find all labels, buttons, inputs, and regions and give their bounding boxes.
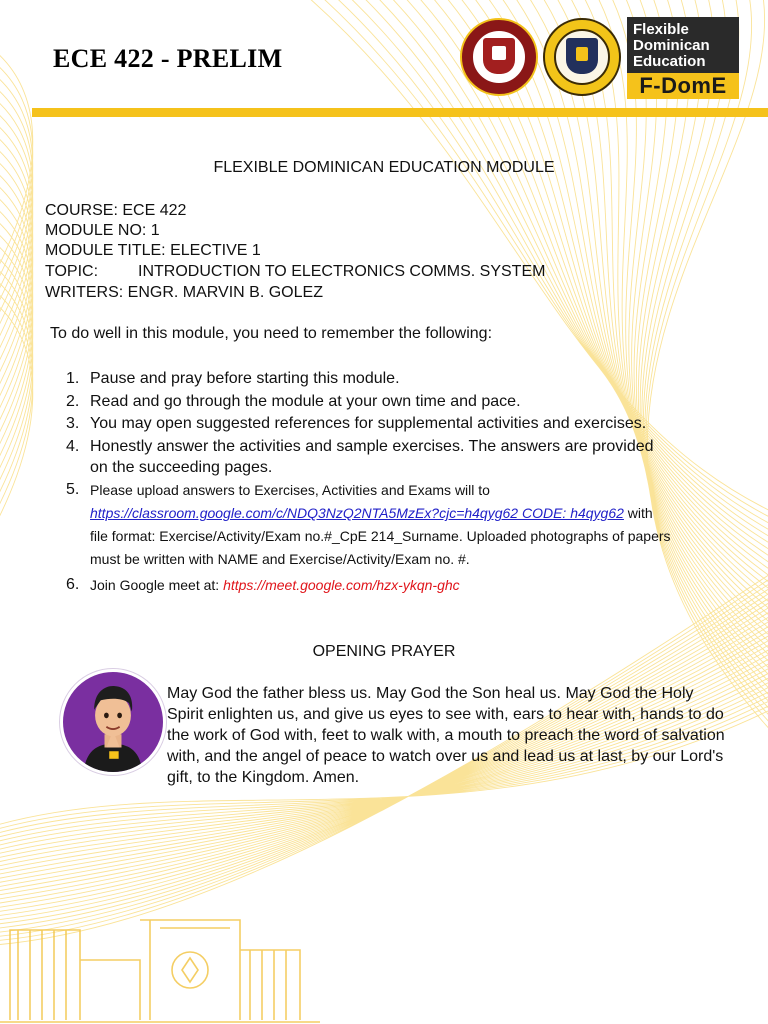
logo-mark: F-DomE: [627, 73, 739, 99]
module-heading: FLEXIBLE DOMINICAN EDUCATION MODULE: [213, 159, 555, 176]
list-number: 3.: [66, 415, 80, 432]
list-text-continued: on the succeeding pages.: [90, 459, 273, 476]
topic-line: [45, 262, 545, 282]
list-number: 6.: [66, 576, 80, 593]
list-number: 4.: [66, 438, 80, 455]
logo-text-line: Flexible: [633, 21, 689, 38]
prayer-heading: OPENING PRAYER: [312, 643, 456, 660]
list-number: 2.: [66, 393, 80, 410]
university-seal-icon: [543, 18, 621, 96]
google-meet-link[interactable]: https://meet.google.com/hzx-ykqn-ghc: [223, 577, 460, 593]
naming-rule-text: must be written with NAME and Exercise/Activity/Exam no. #.: [90, 551, 470, 567]
header-divider: [32, 108, 768, 117]
logo-text-line: Education: [633, 53, 706, 70]
list-text: Join Google meet at:: [90, 577, 220, 593]
intro-text: To do well in this module, you need to remember the following:: [50, 325, 493, 342]
person-avatar-icon: [63, 672, 163, 772]
list-text: Please upload answers to Exercises, Activities and Exams will to: [90, 482, 490, 498]
file-format-text: file format: Exercise/Activity/Exam no.#_CpE 214_Surname. Uploaded photographs of papers: [90, 528, 671, 544]
list-text: Pause and pray before starting this module.: [90, 370, 400, 387]
list-text: You may open suggested references for supplemental activities and exercises.: [90, 415, 647, 432]
upload-link-suffix: with: [623, 505, 653, 521]
campus-building-illustration: [0, 900, 768, 1024]
list-text: Read and go through the module at your own time and pace.: [90, 393, 521, 410]
module-no-line: MODULE NO: 1: [45, 222, 160, 239]
list-text: Honestly answer the activities and sample exercises. The answers are provided: [90, 438, 654, 455]
meet-line: [90, 574, 460, 596]
document-title: ECE 422 - PRELIM: [53, 44, 283, 73]
college-of-engineering-seal-icon: [460, 18, 538, 96]
classroom-link[interactable]: https://classroom.google.com/c/NDQ3NzQ2NTA5MzEx?cjc=h4qyg62 CODE: h4qyg62: [90, 505, 624, 521]
prayer-text: May God the father bless us. May God the Son heal us. May God the Holy Spirit enlighten us, and give us eyes to see with, ears to hear with, hands to do the work of God with, feet to walk with, a mouth to preach the word of salvation with, and the angel of peace to watch over us and lead us at last, by our Lord's gift, to the Kingdom. Amen.: [167, 685, 725, 786]
course-line: COURSE: ECE 422: [45, 202, 187, 219]
topic-value: INTRODUCTION TO ELECTRONICS COMMS. SYSTEM: [138, 263, 546, 280]
topic-label: TOPIC:: [45, 263, 99, 280]
fdome-logo: [627, 17, 739, 99]
writers-line: WRITERS: ENGR. MARVIN B. GOLEZ: [45, 284, 323, 301]
module-title-line: MODULE TITLE: ELECTIVE 1: [45, 242, 261, 259]
logo-text-line: Dominican: [633, 37, 710, 54]
avatar: [60, 669, 166, 775]
list-number: 1.: [66, 370, 80, 387]
upload-link-line: [90, 502, 653, 524]
list-number: 5.: [66, 481, 80, 498]
